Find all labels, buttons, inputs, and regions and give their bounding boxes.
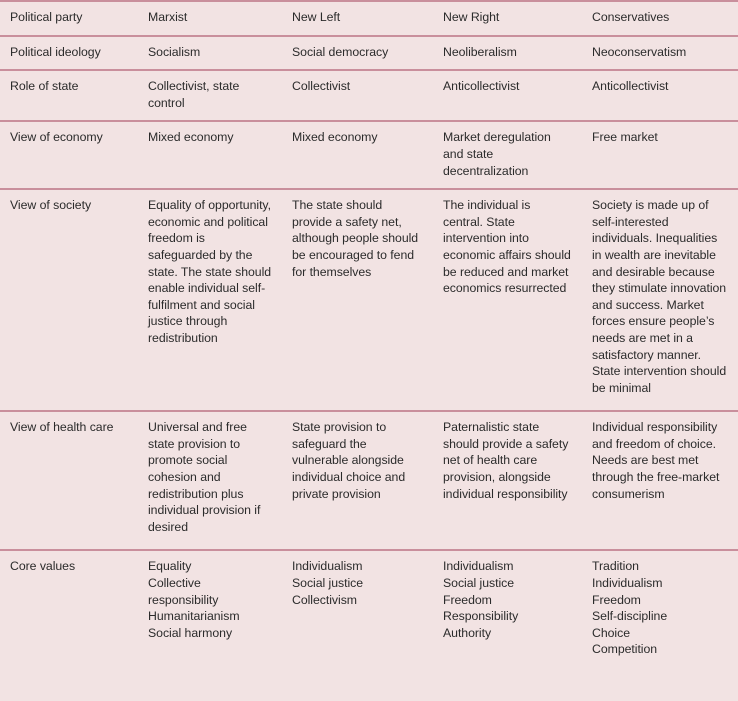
- cell-view-of-economy-marxist: Mixed economy: [148, 130, 234, 145]
- table-row-role-of-state: [0, 70, 738, 121]
- row-label-view-of-society: View of society: [10, 198, 92, 213]
- core-value-item: Tradition: [592, 559, 639, 574]
- cell-view-of-health-care-marxist: Universal and free state provision to promote social cohesion and redistribution plus individual provision if desired: [148, 420, 261, 534]
- cell-view-of-health-care-conservatives: Individual responsibility and freedom of choice. Needs are best met through the free-market consumerism: [592, 420, 720, 501]
- cell-view-of-society-marxist: Equality of opportunity, economic and political freedom is safeguarded by the state. The state should enable individual self-fulfilment and social justice through redistribution: [148, 198, 272, 345]
- cell-political-party-new-left: New Left: [292, 10, 341, 24]
- row-label-view-of-economy: View of economy: [10, 130, 103, 145]
- cell-view-of-economy-new-left: Mixed economy: [292, 130, 378, 145]
- core-value-item: Competition: [592, 642, 658, 657]
- core-value-item: Social justice: [292, 576, 364, 591]
- cell-view-of-society-new-right: The individual is central. State intervention into economic affairs should be reduced and market economics resurrected: [443, 198, 571, 296]
- row-label-view-of-health-care: View of health care: [10, 420, 114, 435]
- table-row-political-party: [0, 2, 738, 36]
- cell-political-ideology-marxist: Socialism: [148, 44, 201, 59]
- cell-political-party-conservatives: Conservatives: [592, 10, 670, 24]
- core-value-item: Authority: [443, 625, 492, 640]
- core-value-item: Self-discipline: [592, 609, 668, 624]
- core-value-item: Social harmony: [148, 625, 233, 640]
- table-row-core-values: [0, 550, 738, 672]
- core-value-item: Social justice: [443, 576, 515, 591]
- core-value-item: Individualism: [443, 559, 514, 574]
- core-value-item: Equality: [148, 559, 192, 574]
- core-value-item: Responsibility: [443, 609, 519, 624]
- core-value-item: Freedom: [443, 592, 492, 607]
- cell-role-of-state-marxist: Collectivist, state control: [148, 79, 240, 110]
- political-ideology-comparison-table: [0, 2, 738, 672]
- core-value-item: Freedom: [592, 592, 641, 607]
- cell-view-of-health-care-new-right: Paternalistic state should provide a safety net of health care provision, alongside individual responsibility: [443, 420, 569, 501]
- table-row-view-of-economy: [0, 121, 738, 189]
- cell-political-party-marxist: Marxist: [148, 10, 188, 24]
- cell-role-of-state-new-left: Collectivist: [292, 79, 351, 94]
- core-value-item: Collectivism: [292, 592, 357, 607]
- cell-political-ideology-new-right: Neoliberalism: [443, 44, 517, 59]
- row-label-role-of-state: Role of state: [10, 79, 79, 94]
- row-label-political-ideology: Political ideology: [10, 44, 101, 59]
- cell-core-values-conservatives: [582, 550, 738, 672]
- cell-political-ideology-conservatives: Neoconservatism: [592, 44, 687, 59]
- core-values-list-new-left: [292, 558, 423, 608]
- cell-view-of-economy-conservatives: Free market: [592, 130, 658, 145]
- table-row-political-ideology: [0, 36, 738, 71]
- core-value-item: Choice: [592, 625, 630, 640]
- cell-view-of-society-conservatives: Society is made up of self-interested individuals. Inequalities in wealth are inevitable and desirable because they stimulate innovation and success. Market forces ensure people’s needs are met in a satisfactory manner. State intervention should be minimal: [592, 198, 727, 395]
- core-value-item: Collective responsibility: [148, 576, 219, 607]
- cell-role-of-state-conservatives: Anticollectivist: [592, 79, 669, 94]
- cell-view-of-health-care-new-left: State provision to safeguard the vulnerable alongside individual choice and private provision: [292, 420, 406, 501]
- cell-political-ideology-new-left: Social democracy: [292, 44, 389, 59]
- row-label-political-party: Political party: [10, 10, 83, 24]
- cell-core-values-marxist: [138, 550, 282, 672]
- core-values-list-conservatives: [592, 558, 728, 658]
- core-value-item: Individualism: [592, 576, 663, 591]
- core-value-item: Humanitarianism: [148, 609, 240, 624]
- row-label-core-values: Core values: [10, 559, 76, 574]
- cell-view-of-society-new-left: The state should provide a safety net, although people should be encouraged to fend for themselves: [292, 198, 419, 279]
- cell-core-values-new-left: [282, 550, 433, 672]
- core-values-list-marxist: [148, 558, 272, 641]
- cell-role-of-state-new-right: Anticollectivist: [443, 79, 520, 94]
- cell-view-of-economy-new-right: Market deregulation and state decentralization: [443, 130, 551, 178]
- table-row-view-of-health-care: [0, 411, 738, 550]
- core-value-item: Individualism: [292, 559, 363, 574]
- core-values-list-new-right: [443, 558, 572, 641]
- cell-core-values-new-right: [433, 550, 582, 672]
- cell-political-party-new-right: New Right: [443, 10, 500, 24]
- table-row-view-of-society: [0, 189, 738, 411]
